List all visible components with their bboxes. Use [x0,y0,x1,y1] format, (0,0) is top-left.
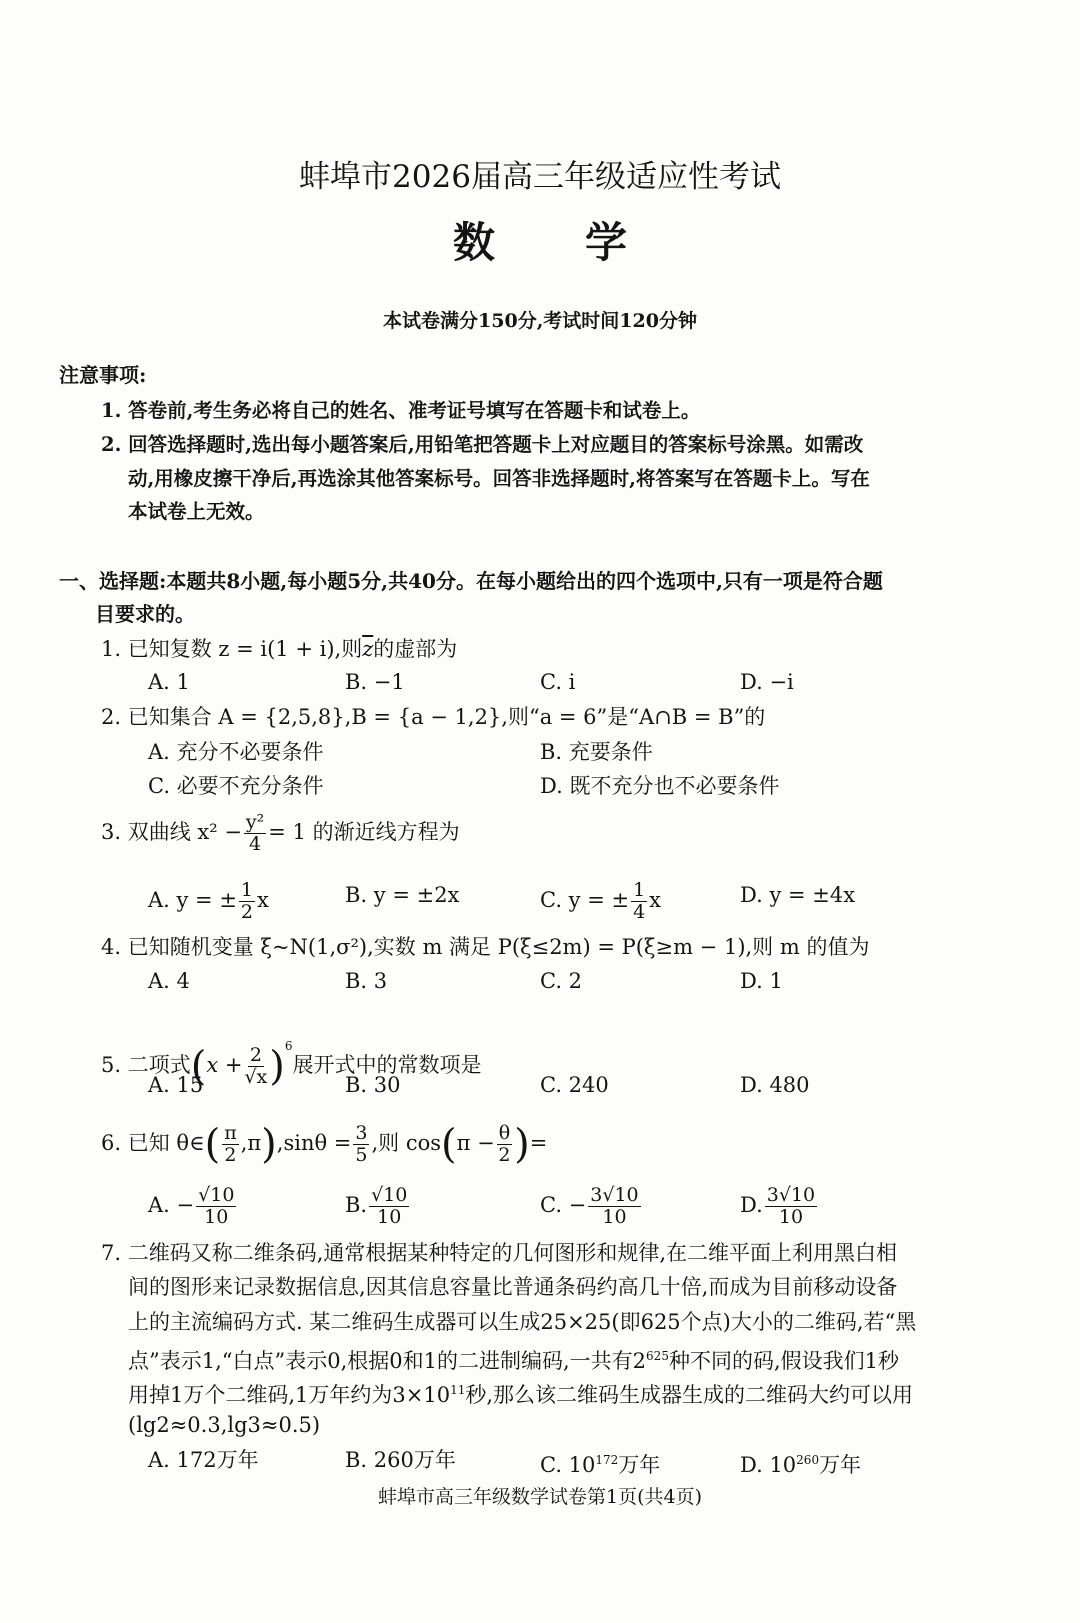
option-d [740,1185,819,1228]
text: 种不同的码,假设我们1秒 [668,1349,899,1373]
denominator: 2 [240,901,254,923]
notice-item: 1. 答卷前,考生务必将自己的姓名、准考证号填写在答题卡和试卷上。 [101,399,701,422]
section-heading: 目要求的。 [95,602,195,626]
question-7-line [128,1375,913,1410]
term: ,则 cos [371,1131,442,1155]
question-7-line: 7. 二维码又称二维条码,通常根据某种特定的几何图形和规律,在二维平面上利用黑白相 [101,1241,898,1265]
denominator: 4 [633,901,646,923]
option-a: A. 充分不必要条件 [148,740,324,764]
numerator: θ [498,1122,511,1144]
question-1 [101,634,457,664]
option-d: D. −i [740,670,794,694]
stem: 6. 已知 θ∈ [101,1131,205,1155]
opt-text: A. y = ± [148,888,237,912]
stem: 3. 双曲线 x² − [101,820,242,844]
opt-text: A. − [148,1193,195,1217]
opt-text: 万年 [819,1453,862,1477]
fraction [497,1123,512,1166]
numerator: 3 [355,1122,368,1144]
question-2: 2. 已知集合 A = {2,5,8},B = {a − 1,2},则“a = 6”是“A∩B = B”的 [101,705,766,729]
option-d: D. 480 [740,1073,810,1097]
conjugate-z: $\overline{z}$ [362,637,374,661]
term: ,π [240,1131,262,1155]
notice-item: 本试卷上无效。 [128,500,265,523]
opt-text: C. 10 [540,1453,596,1477]
option-a: A. 4 [148,969,190,993]
exponent: 6 [284,1039,293,1053]
option-a: A. 15 [148,1073,204,1097]
option-c [540,880,661,923]
numerator: √10 [371,1184,408,1206]
notice-item: 动,用橡皮擦干净后,再选涂其他答案标号。回答非选择题时,将答案写在答题卡上。写在 [128,467,870,490]
text: 用掉1万个二维码,1万年约为3×10 [128,1383,451,1407]
option-b: B. −1 [345,670,405,694]
exam-subtitle: 本试卷满分150分,考试时间120分钟 [383,310,697,332]
opt-text: B. [345,1193,368,1217]
fraction [239,880,255,923]
stem: 1. 已知复数 z = i(1 + i),则 [101,637,363,661]
denominator: 10 [778,1206,804,1228]
section-heading: 一、选择题:本题共8小题,每小题5分,共40分。在每小题给出的四个选项中,只有一项是符合题 [59,569,883,593]
denominator: 10 [377,1206,402,1228]
denominator: 10 [602,1206,627,1228]
question-6 [101,1115,547,1173]
question-7-line: 上的主流编码方式. 某二维码生成器可以生成25×25(即625个点)大小的二维码,若“黑 [128,1310,917,1334]
question-7-line: 间的图形来记录数据信息,因其信息容量比普通条码约高几十倍,而成为目前移动设备 [128,1275,898,1299]
fraction [222,1123,239,1166]
option-b: B. 充要条件 [540,740,653,764]
notice-item: 2. 回答选择题时,选出每小题答案后,用铅笔把答题卡上对应题目的答案标号涂黑。如需改 [101,433,864,456]
stem: = 1 的渐近线方程为 [268,820,460,844]
term: = [529,1131,548,1155]
opt-text: 万年 [618,1453,661,1477]
option-c: C. i [540,670,576,694]
paren: ) [269,1043,285,1090]
numerator: y² [245,811,265,833]
denominator: 10 [204,1206,229,1228]
option-d [740,1445,861,1480]
paren: ( [441,1121,457,1168]
numerator: 3√10 [766,1184,816,1206]
fraction [588,1185,640,1228]
stem: 5. 二项式 [101,1053,191,1077]
option-b: B. 30 [345,1073,401,1097]
stem: 的虚部为 [373,637,458,661]
fraction [369,1185,409,1228]
question-4: 4. 已知随机变量 ξ~N(1,σ²),实数 m 满足 P(ξ≤2m) = P(ξ≥m − 1),则 m 的值为 [101,935,870,959]
exponent: 11 [450,1383,466,1397]
stem: 展开式中的常数项是 [292,1053,482,1077]
page-footer: 蚌埠市高三年级数学试卷第1页(共4页) [377,1486,702,1508]
question-3 [101,812,460,855]
term: x + [206,1053,243,1077]
fraction [631,880,647,923]
question-7-line: (lg2≈0.3,lg3≈0.5) [128,1413,321,1437]
subject-title: 数学 [452,218,717,267]
paren: ( [204,1121,221,1168]
denominator: 5 [355,1144,368,1166]
opt-text: x [649,888,662,912]
option-a: A. 172万年 [148,1448,259,1472]
option-b: B. 3 [345,969,388,993]
fraction [244,1045,267,1088]
opt-text: x [257,888,269,912]
paren: ) [514,1121,530,1168]
term: π − [456,1131,495,1155]
notice-heading: 注意事项: [59,363,147,387]
denominator: 2 [498,1144,511,1166]
numerator: 2 [249,1044,262,1066]
denominator: 2 [224,1144,237,1166]
numerator: 1 [633,879,646,901]
exponent: 625 [646,1349,669,1363]
opt-text: C. − [540,1193,587,1217]
option-a [148,1185,238,1228]
option-c [540,1185,643,1228]
opt-text: D. 10 [740,1453,797,1477]
paren: ) [261,1121,277,1168]
opt-text: C. y = ± [540,888,630,912]
text: 点”表示1,“白点”表示0,根据0和1的二进制编码,一共有2 [128,1349,647,1373]
option-b [345,1185,411,1228]
text: 秒,那么该二维码生成器生成的二维码大约可以用 [465,1383,914,1407]
option-d: D. 1 [740,969,783,993]
exponent: 172 [595,1453,619,1467]
numerator: 1 [240,879,254,901]
exam-title: 蚌埠市2026届高三年级适应性考试 [299,159,781,195]
numerator: π [224,1122,237,1144]
fraction [244,812,266,855]
numerator: 3√10 [590,1184,639,1206]
fraction [353,1123,369,1166]
opt-text: D. [740,1193,763,1217]
option-a [148,880,269,923]
question-7-line [128,1341,899,1376]
option-c [540,1445,660,1480]
option-c: C. 必要不充分条件 [148,774,324,798]
exponent: 260 [796,1453,820,1467]
denominator: √x [244,1066,268,1088]
option-c: C. 2 [540,969,583,993]
term: ,sinθ = [276,1131,352,1155]
numerator: √10 [198,1184,235,1206]
option-c: C. 240 [540,1073,609,1097]
fraction [765,1185,817,1228]
option-d: D. 既不充分也不必要条件 [540,774,780,798]
option-b: B. y = ±2x [345,883,460,907]
fraction [196,1185,236,1228]
option-d: D. y = ±4x [740,883,856,907]
option-b: B. 260万年 [345,1448,456,1472]
paren: ( [190,1043,207,1090]
denominator: 4 [249,833,262,855]
option-a: A. 1 [148,670,190,694]
